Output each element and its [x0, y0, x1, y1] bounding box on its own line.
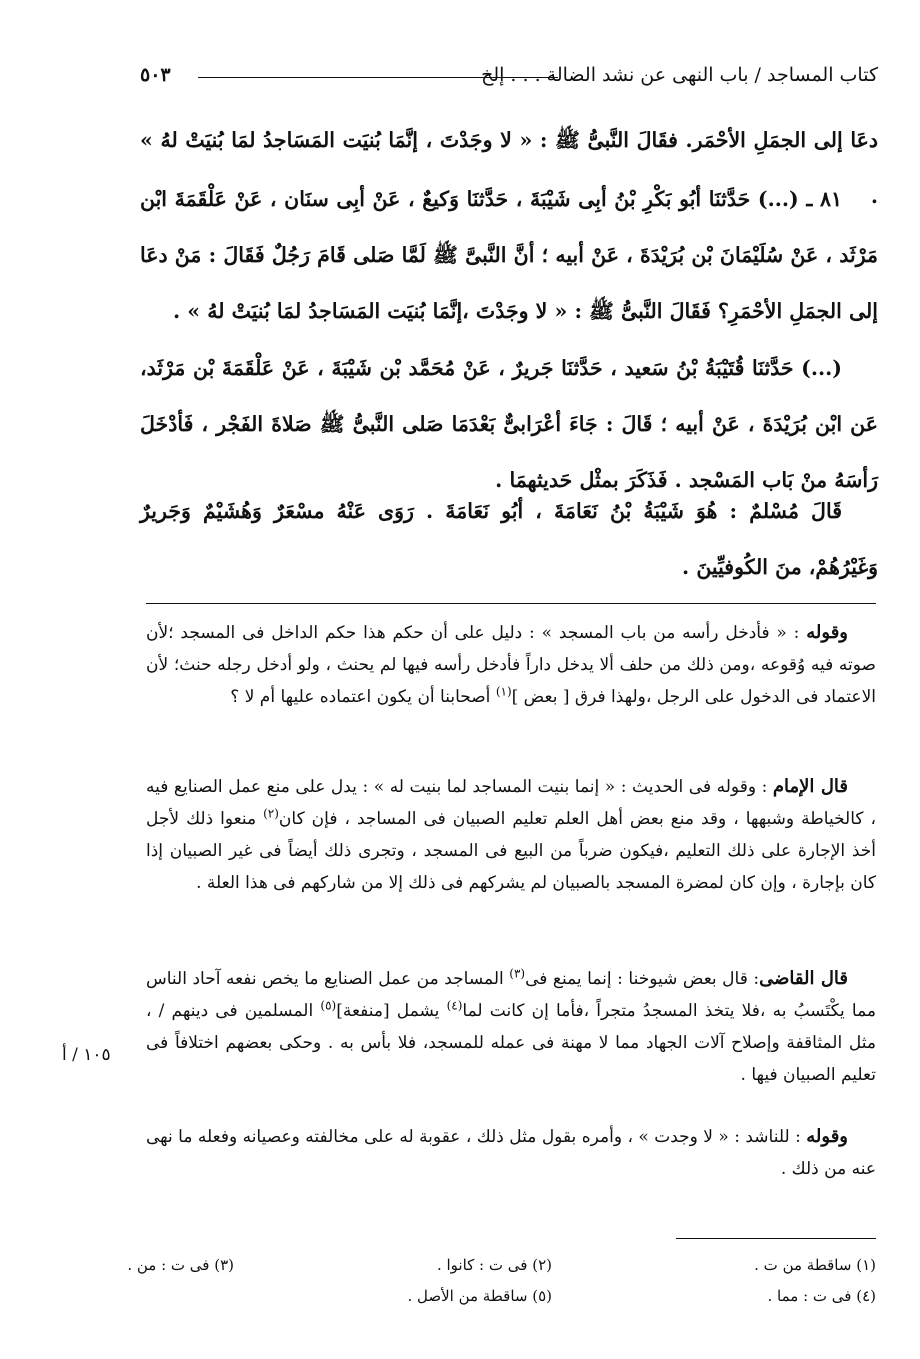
muslim-note-paragraph: قَالَ مُسْلمٌ : هُوَ شَيْبَةُ بْنُ نَعَامَةَ ، أبُو نَعَامَةَ . رَوَى عَنْهُ مسْعَرٌ وَهُشَيْمٌ وَجَريرٌ وَغَيْرُهُمْ، منَ الكُوفيِّينَ . — [140, 499, 878, 579]
commentary-term: قال القاضى — [759, 968, 848, 989]
footnote-3: (٣) فى ت : من . — [127, 1256, 234, 1274]
hadith-paragraph-1: دعَا إلى الجمَلِ الأحْمَر. فقَالَ النَّبىُّ ﷺ : « لا وجَدْتَ ، إنَّمَا بُنيَت المَسَاجدُ لمَا بُنيَتْ لهُ » . — [140, 128, 878, 208]
footnote-marker: (٥) — [320, 998, 337, 1013]
commentary-text: : قال بعض شيوخنا : إنما يمنع فى — [525, 969, 760, 989]
commentary-term: قال الإمام — [772, 776, 848, 797]
commentary-text: : وقوله فى الحديث : « إنما بنيت المساجد لما بنيت له » : يدل على منع عمل الصنايع فيه ، كالخياطة وشبهها ، وقد منع بعض أهل العلم تعليم الصبيان فى المساجد ، فإن كان — [146, 777, 876, 829]
commentary-text: المسلمين فى دينهم / ، مثل المثاقفة وإصلاح آلات الجهاد مما لا مهنة فى عمله للمسجد، فلا بأس به . وحكى بعضهم اختلافاً فى تعليم الصبيان فيها . — [146, 1001, 876, 1085]
footnote-marker: (٣) — [509, 966, 526, 981]
footnote-marker: (١) — [495, 684, 512, 699]
commentary-text: : « فأدخل رأسه من باب المسجد » : دليل على أن حكم هذا حكم الداخل فى المسجد ؛لأن صوته فيه وُقوعه ،ومن ذلك من حلف ألا يدخل داراً فأدخل رأسه فيها لم يحنث ، ولو أدخل رجله حنث؛ لأن الاعتماد فى الدخول على الرجل ،ولهذا فرق [ بعض ] — [146, 623, 876, 707]
commentary-term: وقوله — [806, 622, 848, 643]
running-title: كتاب المساجد / باب النهى عن نشد الضالة . . . إلخ — [481, 64, 878, 86]
footnote-5: (٥) ساقطة من الأصل . — [407, 1287, 552, 1305]
commentary-term: وقوله — [806, 1126, 848, 1147]
footnote-marker: (٢) — [263, 806, 279, 821]
commentary-paragraph-3 — [146, 963, 876, 1091]
commentary-text: : للناشد : « لا وجدت » ، وأمره بقول مثل ذلك ، عقوبة له على مخالفته وعصيانه وفعله ما نهى عنه من ذلك . — [146, 1127, 876, 1179]
manuscript-folio-note: ١٠٥ / أ — [62, 1045, 111, 1065]
page-header — [140, 58, 878, 92]
footnote-divider — [676, 1238, 876, 1239]
commentary-paragraph-2 — [146, 771, 876, 899]
footnote-1: (١) ساقطة من ت . — [754, 1256, 876, 1274]
commentary-text: منعوا ذلك لأجل أخذ الإجارة على ذلك التعليم ،فيكون ضرباً من البيع فى المسجد ، وتجرى ذلك أيضاً فى غير الصبيان إذا كان بإجارة ، وإن كان لمضرة المسجد بالصبيان لم يشركهم فى ذلك إلا من شاركهم فى هذا العلة . — [146, 809, 876, 893]
page-number: ٥٠٣ — [140, 64, 171, 86]
commentary-paragraph-4 — [146, 1121, 876, 1185]
text-commentary-divider — [146, 603, 876, 604]
commentary-paragraph-1 — [146, 617, 876, 713]
hadith-paragraph-3: (...) حَدَّثنَا قُتَيْبَةُ بْنُ سَعيد ، حَدَّثنَا جَريرٌ ، عَنْ مُحَمَّد بْن شَيْبَةَ ، عَنْ عَلْقَمَةَ بْن مَرْثَد، عَن ابْن بُرَيْدَةَ ، عَنْ أبيه ؛ قَالَ : جَاءَ أعْرَابىٌّ بَعْدَمَا صَلى النَّبىُّ ﷺ صَلاةَ الفَجْر ، فَأدْخَلَ رَأسَهُ منْ بَاب المَسْجد . فَذَكَرَ بمثْل حَديثهمَا . — [140, 356, 878, 492]
commentary-text: المساجد من عمل الصنايع ما يخص نفعه آحاد الناس مما يكْتَسبُ به ،فلا يتخذ المسجدُ متجراً ،فأما إن كانت لما — [146, 969, 877, 1021]
footnote-4: (٤) فى ت : مما . — [767, 1287, 876, 1305]
commentary-text: أصحابنا أن يكون اعتماده عليها أم لا ؟ — [230, 687, 496, 707]
footnote-2: (٢) فى ت : كانوا . — [436, 1256, 552, 1274]
commentary-text: يشمل [منفعة] — [336, 1001, 447, 1021]
header-rule — [198, 77, 558, 78]
footnote-marker: (٤) — [446, 998, 463, 1013]
hadith-paragraph-2: ٨١ ـ (...) حَدَّثنَا أبُو بَكْرِ بْنُ أبِى شَيْبَةَ ، حَدَّثنَا وَكيعٌ ، عَنْ أبِى سنَان ، عَنْ عَلْقَمَةَ ابْن مَرْثَد ، عَنْ سُلَيْمَانَ بْن بُرَيْدَةَ ، عَنْ أبيه ؛ أنَّ النَّبىَّ ﷺ لَمَّا صَلى قَامَ رَجُلٌ فَقَالَ : مَنْ دعَا إلى الجمَلِ الأحْمَرِ؟ فَقَالَ النَّبىُّ ﷺ : « لا وجَدْتَ ،إنَّمَا بُنيَت المَسَاجدُ لمَا بُنيَتْ لهُ » . — [140, 187, 878, 323]
